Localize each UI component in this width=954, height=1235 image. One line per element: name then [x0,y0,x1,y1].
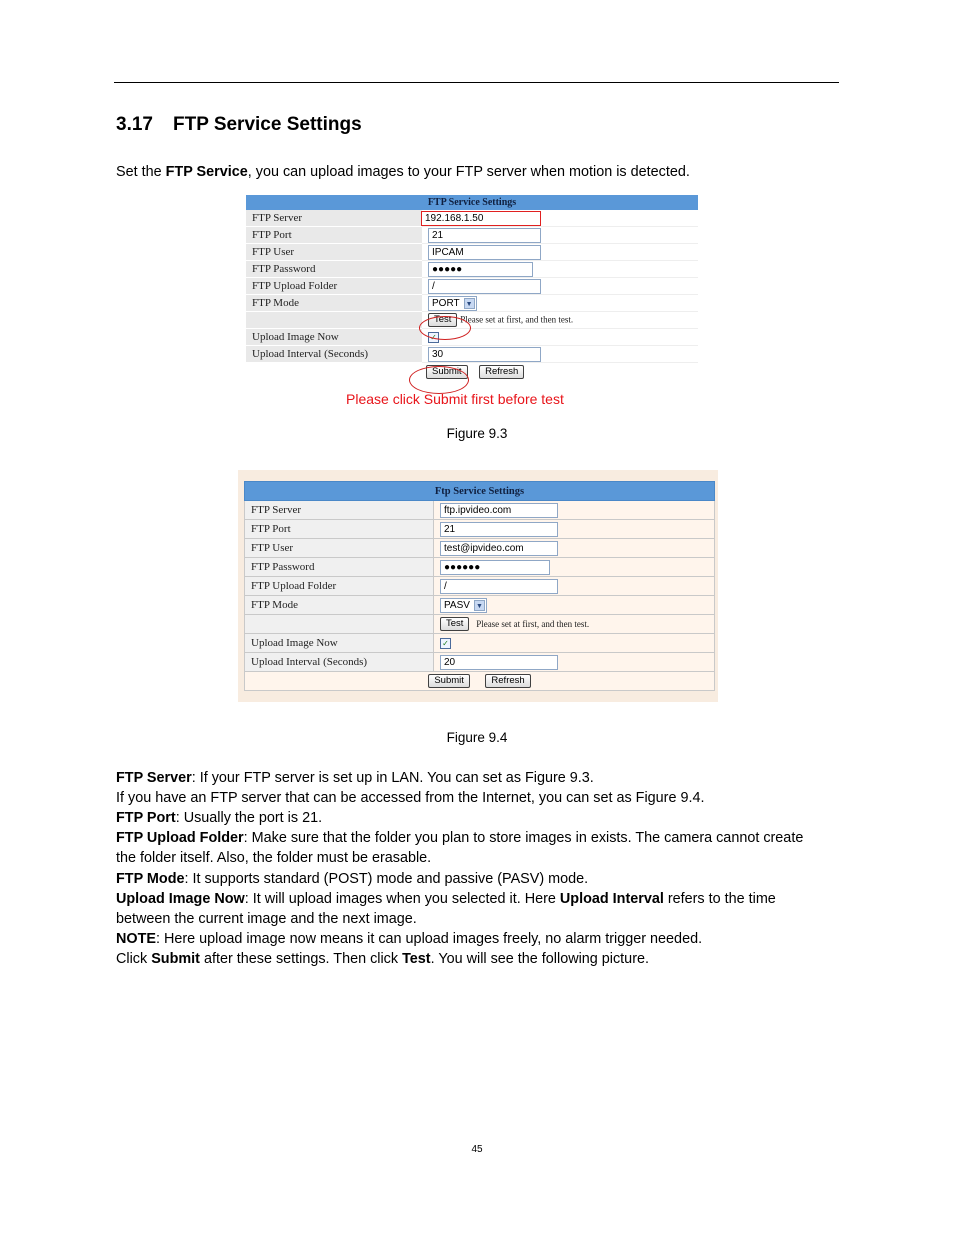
body-click-submit: Click Submit after these settings. Then click Test. You will see the following picture. [116,951,649,967]
ftp-server-label: FTP Server [245,501,434,520]
test-hint: Please set at first, and then test. [460,314,574,325]
figure-9-4-caption: Figure 9.4 [446,730,508,745]
upload-image-now-checkbox[interactable]: ✓ [440,638,451,649]
ftp-port-input[interactable]: 21 [428,228,541,243]
ftp-server-input[interactable]: 192.168.1.50 [421,211,541,226]
upload-image-now-checkbox[interactable]: ✓ [428,332,439,343]
section-number: 3.17 [116,114,153,135]
ftp-password-input[interactable]: ●●●●● [428,262,533,277]
refresh-button[interactable]: Refresh [485,674,530,688]
chevron-down-icon: ▼ [464,298,475,309]
upload-interval-label: Upload Interval (Seconds) [245,653,434,672]
ftp-mode-value: PASV [444,599,470,611]
test-hint: Please set at first, and then test. [476,618,590,629]
intro-text: Set the [116,164,166,180]
intro-paragraph [116,162,690,182]
figure-9-4 [244,481,715,691]
ftp-user-input[interactable]: IPCAM [428,245,541,260]
figure-9-3-caption: Figure 9.3 [446,426,508,441]
figure-9-3 [246,195,698,381]
submit-button[interactable]: Submit [428,674,470,688]
test-highlight-ellipse [419,316,471,340]
ftp-mode-value: PORT [432,297,460,309]
ftp-server-label: FTP Server [246,210,422,227]
ftp-upload-folder-input[interactable]: / [440,579,558,594]
ftp-user-label: FTP User [246,244,422,261]
ftp-port-label: FTP Port [246,227,422,244]
ftp-port-label: FTP Port [245,520,434,539]
page-number: 45 [471,1144,483,1155]
intro-text-end: , you can upload images to your FTP server when motion is detected. [247,164,690,180]
ftp-mode-label: FTP Mode [245,596,434,615]
upload-image-now-label: Upload Image Now [245,634,434,653]
section-title: FTP Service Settings [173,114,362,135]
upload-interval-input[interactable]: 20 [440,655,558,670]
body-upload-folder-line2: the folder itself. Also, the folder must be erasable. [116,850,432,866]
ftp-upload-folder-label: FTP Upload Folder [246,278,422,295]
ftp-upload-folder-input[interactable]: / [428,279,541,294]
figure2-header: Ftp Service Settings [245,482,715,501]
submit-highlight-ellipse [409,366,469,394]
body-ftp-mode: FTP Mode: It supports standard (POST) mode and passive (PASV) mode. [116,871,589,887]
body-internet-server: If you have an FTP server that can be accessed from the Internet, you can set as Figure 9.4. [116,790,705,806]
body-ftp-server: FTP Server: If your FTP server is set up in LAN. You can set as Figure 9.3. [116,770,594,786]
header-rule [114,82,839,83]
ftp-user-input[interactable]: test@ipvideo.com [440,541,558,556]
intro-bold: FTP Service [165,164,248,180]
body-upload-image-now-line2: between the current image and the next image. [116,911,417,927]
ftp-mode-select[interactable] [440,598,487,613]
ftp-upload-folder-label: FTP Upload Folder [245,577,434,596]
ftp-user-label: FTP User [245,539,434,558]
ftp-password-input[interactable]: ●●●●●● [440,560,550,575]
ftp-server-input[interactable]: ftp.ipvideo.com [440,503,558,518]
refresh-button[interactable]: Refresh [479,365,524,379]
figure1-header: FTP Service Settings [246,195,698,210]
section-heading [116,114,362,136]
submit-button[interactable]: Submit [426,365,468,379]
upload-image-now-label: Upload Image Now [246,329,422,346]
body-upload-image-now: Upload Image Now: It will upload images when you selected it. Here Upload Interval refers to the time [116,891,776,907]
body-ftp-port: FTP Port: Usually the port is 21. [116,810,323,826]
test-button[interactable]: Test [428,313,457,327]
ftp-port-input[interactable]: 21 [440,522,558,537]
upload-interval-input[interactable]: 30 [428,347,541,362]
body-upload-folder: FTP Upload Folder: Make sure that the folder you plan to store images in exists. The camera cannot create [116,830,804,846]
ftp-password-label: FTP Password [245,558,434,577]
ftp-password-label: FTP Password [246,261,422,278]
chevron-down-icon: ▼ [474,600,485,611]
test-button[interactable]: Test [440,617,469,631]
ftp-mode-select[interactable] [428,296,477,311]
annotation-text: Please click Submit first before test [346,391,564,407]
body-note: NOTE: Here upload image now means it can upload images freely, no alarm trigger needed. [116,931,703,947]
ftp-mode-label: FTP Mode [246,295,422,312]
upload-interval-label: Upload Interval (Seconds) [246,346,422,363]
